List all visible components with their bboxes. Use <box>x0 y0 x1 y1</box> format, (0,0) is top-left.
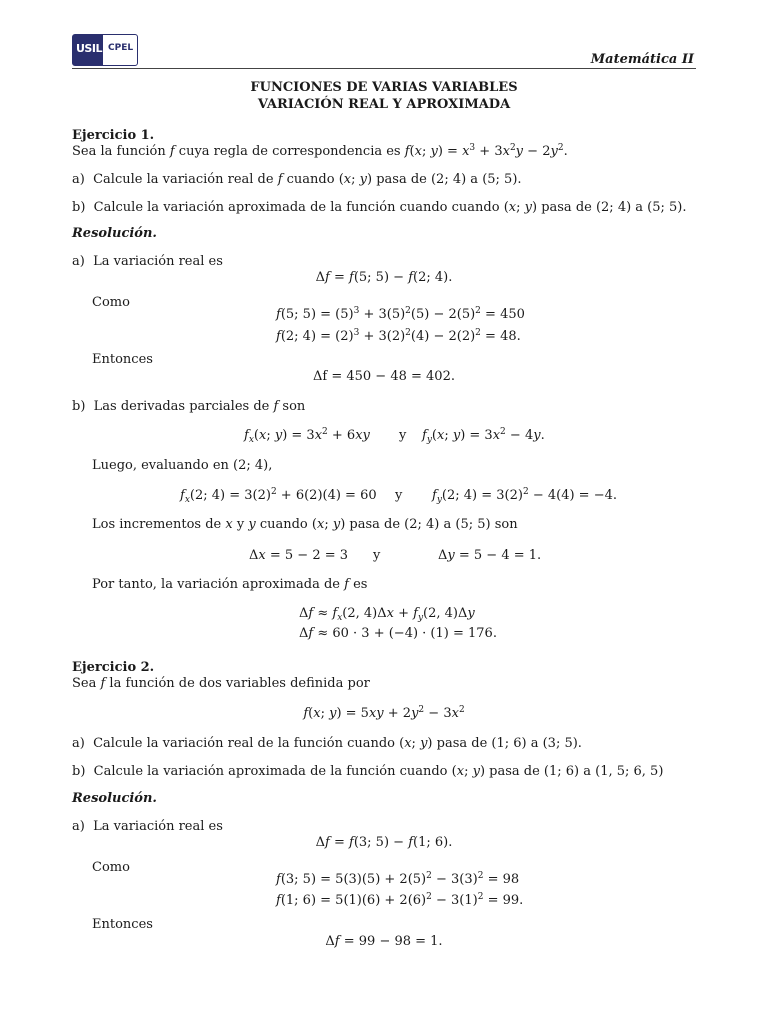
ex1-statement: Sea la función f cuya regla de correspondencia es f(x; $y) = x^3 + 3x^2y - 2y^2$. <box>72 143 568 159</box>
ex1-part-b: b) Calcule la variación aproximada de la función cuando cuando (x; y) pasa de (2; 4) a (5; 5). <box>72 200 687 215</box>
ex1-eq-dy: Δy = 5 − 4 = 1. <box>438 548 542 563</box>
ex1-eq-fx: $f_x(x$; $y) = 3x^2 + 6xy$ <box>244 427 370 445</box>
ex1-heading: Ejercicio 1. <box>72 128 155 143</box>
ex1-eq-approx2: Δf ≈ 60 · 3 + (−4) · (1) = 176. <box>299 626 497 641</box>
ex1-sol-a-intro: a) La variación real es <box>72 254 223 269</box>
ex1-eq-fy24: $f_y(2$; $4) = 3(2)^2 - 4(4) = -4$. <box>432 487 617 505</box>
ex1-resolution: Resolución. <box>72 226 157 241</box>
ex1-y3: y <box>373 548 381 563</box>
ex1-sol-b-intro: b) Las derivadas parciales de f son <box>72 399 306 414</box>
ex1-y1: y <box>399 428 407 443</box>
logo-text: USIL <box>76 42 102 55</box>
ex1-portanto: Por tanto, la variación aproximada de f es <box>92 577 368 592</box>
doc-title-line1: FUNCIONES DE VARIAS VARIABLES <box>250 80 518 95</box>
ex2-sol-a-intro: a) La variación real es <box>72 819 223 834</box>
ex2-como: Como <box>92 860 130 875</box>
ex2-statement: Sea f la función de dos variables definida por <box>72 676 370 691</box>
ex2-entonces: Entonces <box>92 917 153 932</box>
ex1-eq-fy: $f_y(x$; $y) = 3x^2 - 4y$. <box>422 427 545 445</box>
ex2-eq-delta: Δf = f(3; 5) − f(1; 6). <box>315 835 453 850</box>
ex2-heading: Ejercicio 2. <box>72 660 155 675</box>
ex2-part-b: b) Calcule la variación aproximada de la función cuando (x; y) pasa de (1; 6) a (1, 5; 6, 5) <box>72 764 664 779</box>
ex1-como: Como <box>92 295 130 310</box>
ex2-eq-f: f(x; $y) = 5xy + 2y^2 - 3x^2$ <box>303 705 465 721</box>
ex2-resolution: Resolución. <box>72 791 157 806</box>
ex1-eq-f55: f(5; $5) = (5)^3 + 3(5)^2(5) - 2(5)^2 = 450$ <box>276 306 525 322</box>
ex2-eq-f16: f(1; $6) = 5(1)(6) + 2(6)^2 - 3(1)^2 = 99$. <box>276 892 524 908</box>
ex2-part-a: a) Calcule la variación real de la función cuando (x; y) pasa de (1; 6) a (3; 5). <box>72 736 582 751</box>
ex1-eq-result: Δf = 450 − 48 = 402. <box>313 369 455 384</box>
course-title: Matemática II <box>590 52 694 67</box>
ex1-part-a: a) Calcule la variación real de f cuando (x; y) pasa de (2; 4) a (5; 5). <box>72 172 522 187</box>
ex1-luego: Luego, evaluando en (2; 4), <box>92 458 273 473</box>
ex1-eq-delta: Δf = f(5; 5) − f(2; 4). <box>315 270 453 285</box>
ex1-incrementos: Los incrementos de x y y cuando (x; y) pasa de (2; 4) a (5; 5) son <box>92 517 518 532</box>
ex1-eq-approx1: $\Delta f \approx f_x(2$, $4)\Delta x + f_y(2$, 4)Δy <box>299 606 475 623</box>
ex1-eq-dx: Δx = 5 − 2 = 3 <box>249 548 349 563</box>
doc-title-line2: VARIACIÓN REAL Y APROXIMADA <box>257 97 511 112</box>
ex1-eq-fx24: $f_x(2$; $4) = 3(2)^2 + 6(2)(4) = 60$ <box>180 487 377 505</box>
ex1-eq-f24: f(2; $4) = (2)^3 + 3(2)^2(4) - 2(2)^2 = 48$. <box>276 328 521 344</box>
ex1-y2: y <box>395 488 403 503</box>
usil-cpel-logo <box>72 34 138 66</box>
header-rule <box>72 68 696 69</box>
ex2-eq-f35: f(3; $5) = 5(3)(5) + 2(5)^2 - 3(3)^2 = 98$ <box>276 871 520 887</box>
ex2-eq-result: Δf = 99 − 98 = 1. <box>325 934 443 949</box>
ex1-entonces: Entonces <box>92 352 153 367</box>
logo-sub: CPEL <box>108 43 134 53</box>
